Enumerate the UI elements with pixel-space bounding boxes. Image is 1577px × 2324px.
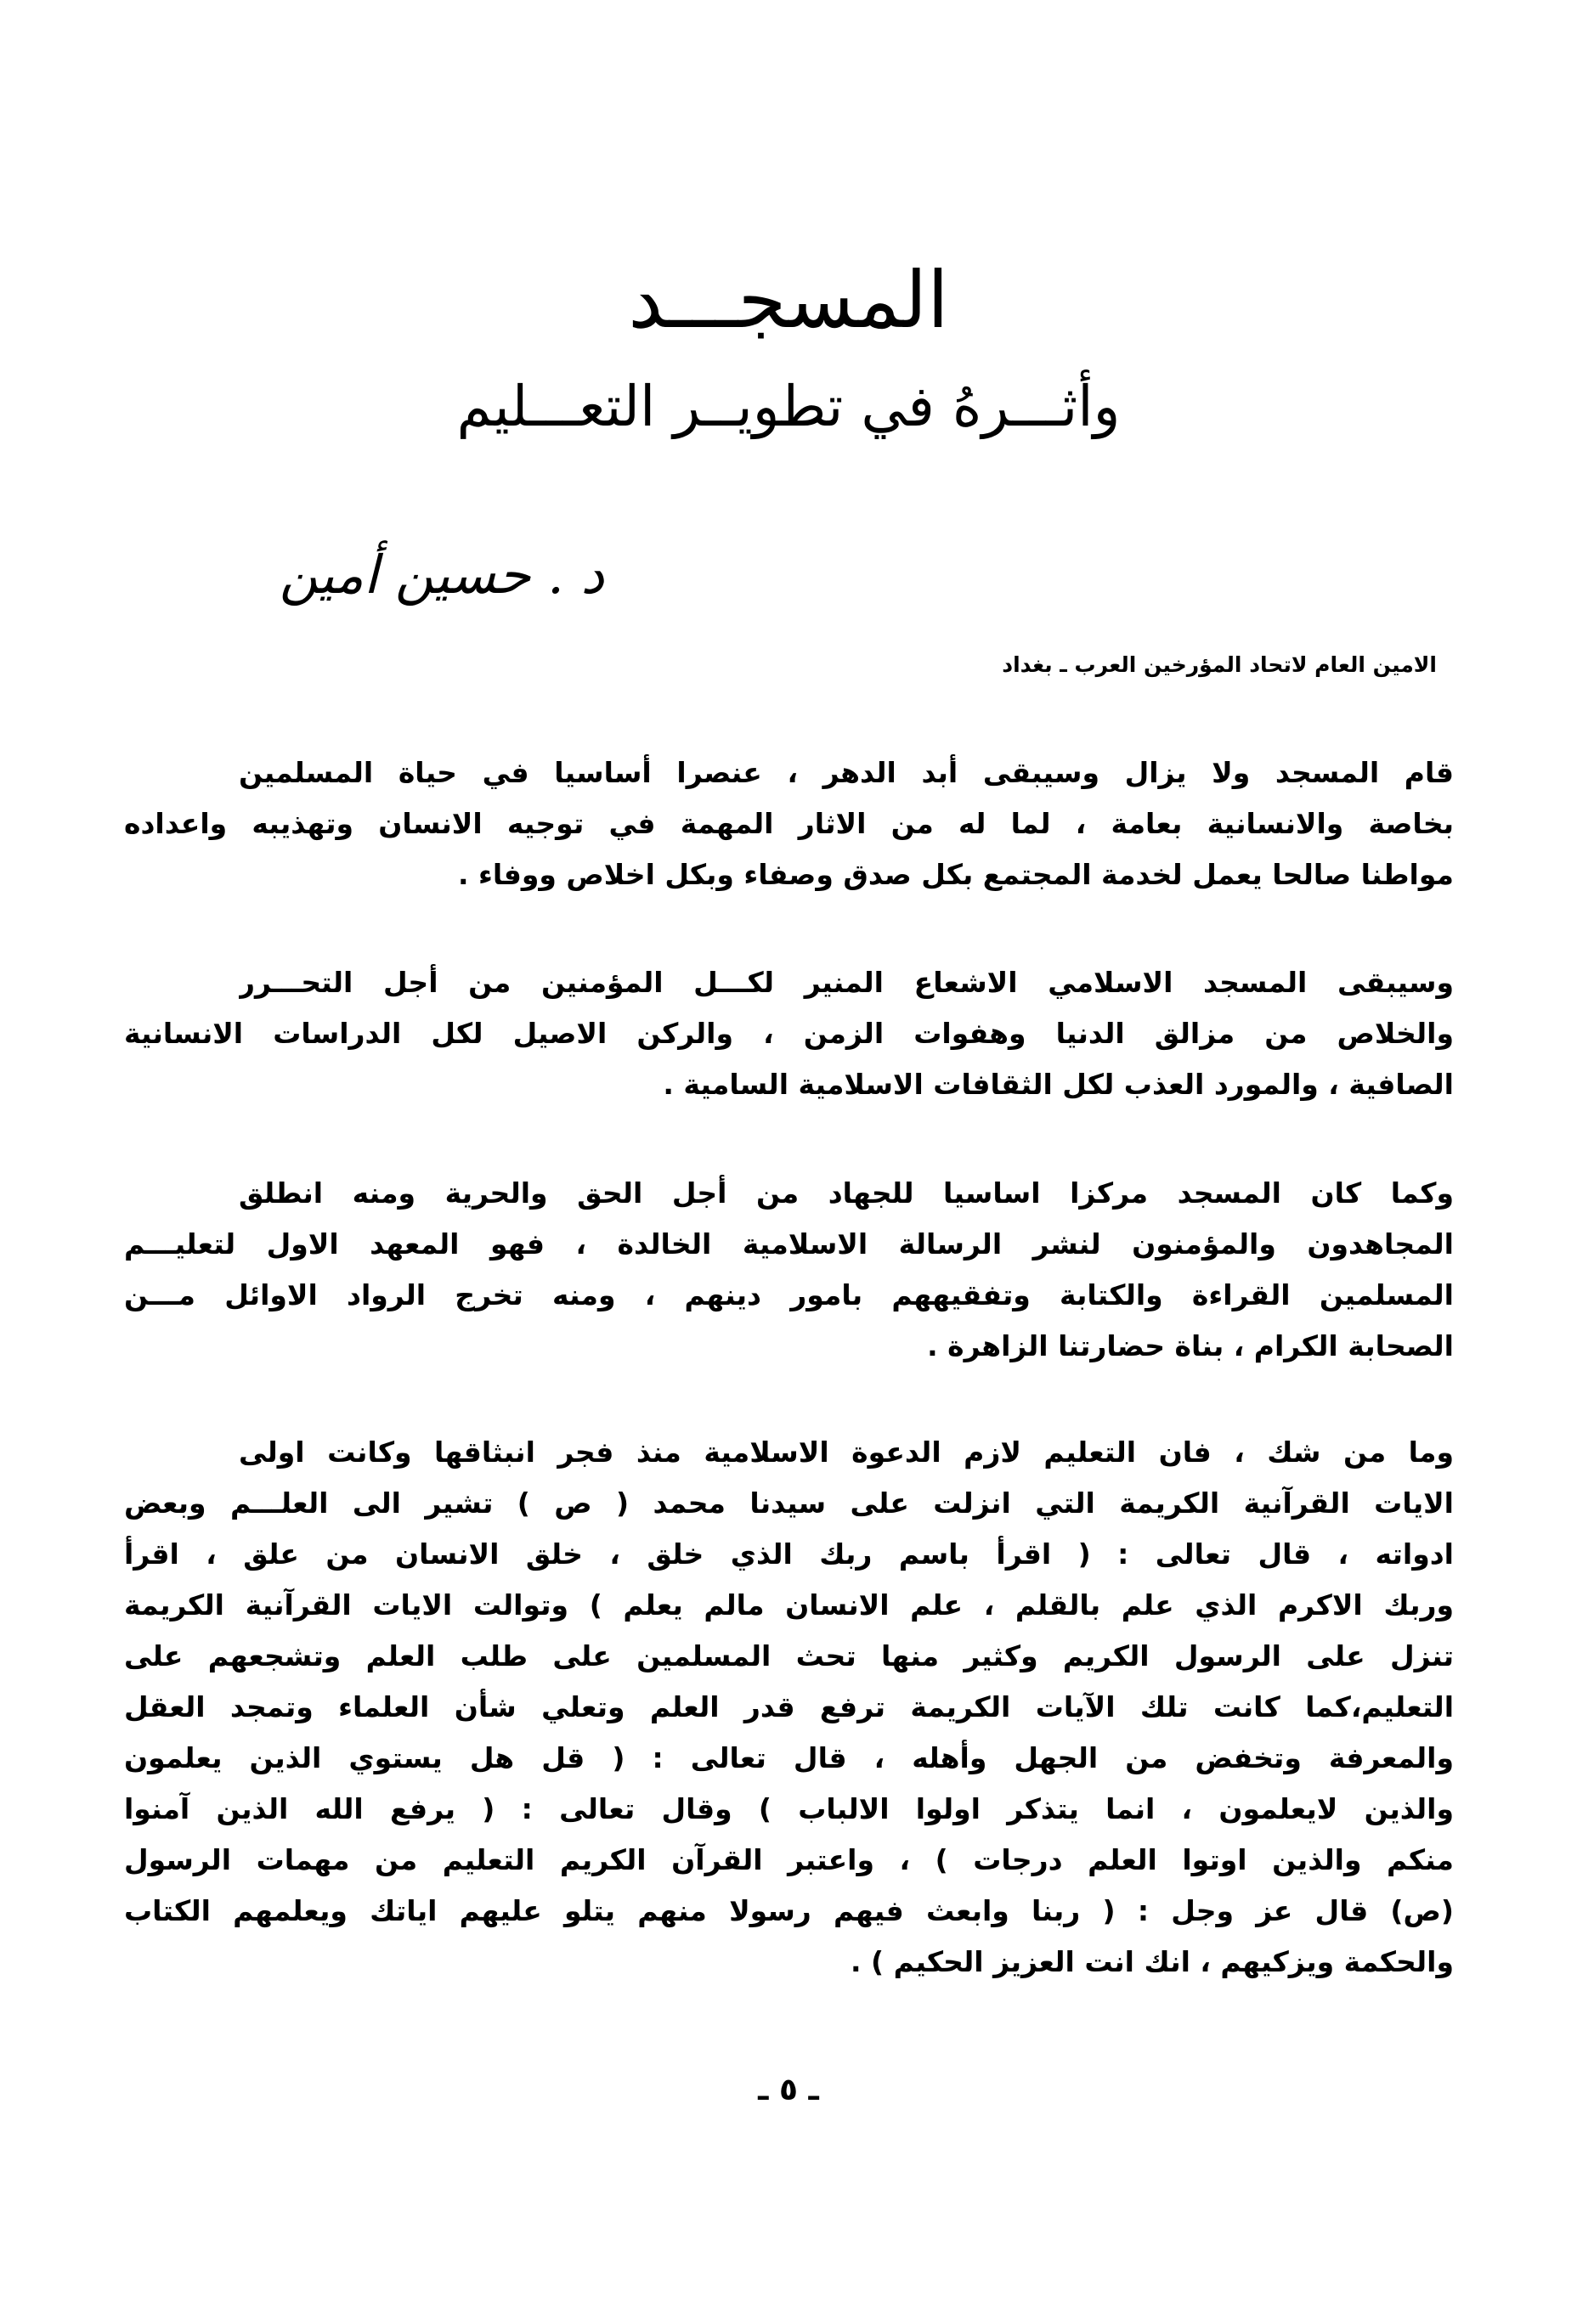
paragraph-4-line: والحكمة ويزكيهم ، انك انت العزيز الحكيم ) . (850, 1945, 1454, 1978)
paragraph-4-line: والذين لايعلمون ، انما يتذكر اولوا الالباب ) وقال تعالى : ( يرفع الله الذين آمنوا (124, 1792, 1454, 1825)
paragraph-4-line: وما من شك ، فان التعليم لازم الدعوة الاسلامية منذ فجر انبثاقها وكانت اولى (239, 1436, 1454, 1469)
paragraph-2-line: والخلاص من مزالق الدنيا وهفوات الزمن ، والركن الاصيل لكل الدراسات الانسانية (124, 1017, 1454, 1050)
paragraph-3-line: المسلمين القراءة والكتابة وتفقيههم بامور دينهم ، ومنه تخرج الرواد الاوائل مـــن (124, 1278, 1454, 1311)
author-signature: د . حسين أمين (279, 544, 605, 606)
paragraph-4-line: منكم والذين اوتوا العلم درجات ) ، واعتبر القرآن الكريم التعليم من مهمات الرسول (124, 1843, 1454, 1876)
paragraph-3-line: المجاهدون والمؤمنون لنشر الرسالة الاسلامية الخالدة ، فهو المعهد الاول لتعليـــم (124, 1227, 1454, 1261)
paragraph-1-line: مواطنا صالحا يعمل لخدمة المجتمع بكل صدق وصفاء وبكل اخلاص ووفاء . (457, 858, 1454, 891)
paragraph-3-line: الصحابة الكرام ، بناة حضارتنا الزاهرة . (927, 1329, 1454, 1362)
paragraph-1-line: بخاصة والانسانية بعامة ، لما له من الاثار المهمة في توجيه الانسان وتهذيبه واعداده (124, 807, 1454, 840)
paragraph-3-line: وكما كان المسجد مركزا اساسيا للجهاد من أجل الحق والحرية ومنه انطلق (239, 1176, 1454, 1210)
paragraph-4-line: وربك الاكرم الذي علم بالقلم ، علم الانسان مالم يعلم ) وتوالت الايات القرآنية الكريمة (124, 1588, 1454, 1622)
paragraph-1-line: قام المسجد ولا يزال وسيبقى أبد الدهر ، عنصرا أساسيا في حياة المسلمين (239, 756, 1454, 789)
author-affiliation: الامين العام لاتحاد المؤرخين العرب ـ بغداد (1002, 652, 1437, 677)
paragraph-2-line: الصافية ، والمورد العذب لكل الثقافات الاسلامية السامية . (663, 1068, 1454, 1101)
paragraph-2-line: وسيبقى المسجد الاسلامي الاشعاع المنير لكـــل المؤمنين من أجل التحـــرر (239, 966, 1454, 999)
paragraph-4-line: التعليم،كما كانت تلك الآيات الكريمة ترفع قدر العلم وتعلي شأن العلماء وتمجد العقل (124, 1690, 1454, 1723)
article-subtitle: وأثـــرهُ في تطويــر التعـــليم (456, 374, 1121, 439)
page-number: ـ ٥ ـ (758, 2073, 819, 2107)
paragraph-4-line: تنزل على الرسول الكريم وكثير منها تحث المسلمين على طلب العلم وتشجعهم على (124, 1639, 1454, 1672)
paragraph-4-line: الايات القرآنية الكريمة التي انزلت على سيدنا محمد ( ص ) تشير الى العلـــم وبعض (124, 1486, 1454, 1520)
paragraph-4-line: والمعرفة وتخفض من الجهل وأهله ، قال تعالى : ( قل هل يستوي الذين يعلمون (124, 1741, 1454, 1774)
article-title: المسجـــد (628, 255, 949, 346)
paragraph-4-line: ادواته ، قال تعالى : ( اقرأ باسم ربك الذي خلق ، خلق الانسان من علق ، اقرأ (124, 1537, 1454, 1571)
paragraph-4-line: (ص) قال عز وجل : ( ربنا وابعث فيهم رسولا منهم يتلو عليهم اياتك ويعلمهم الكتاب (124, 1894, 1454, 1927)
